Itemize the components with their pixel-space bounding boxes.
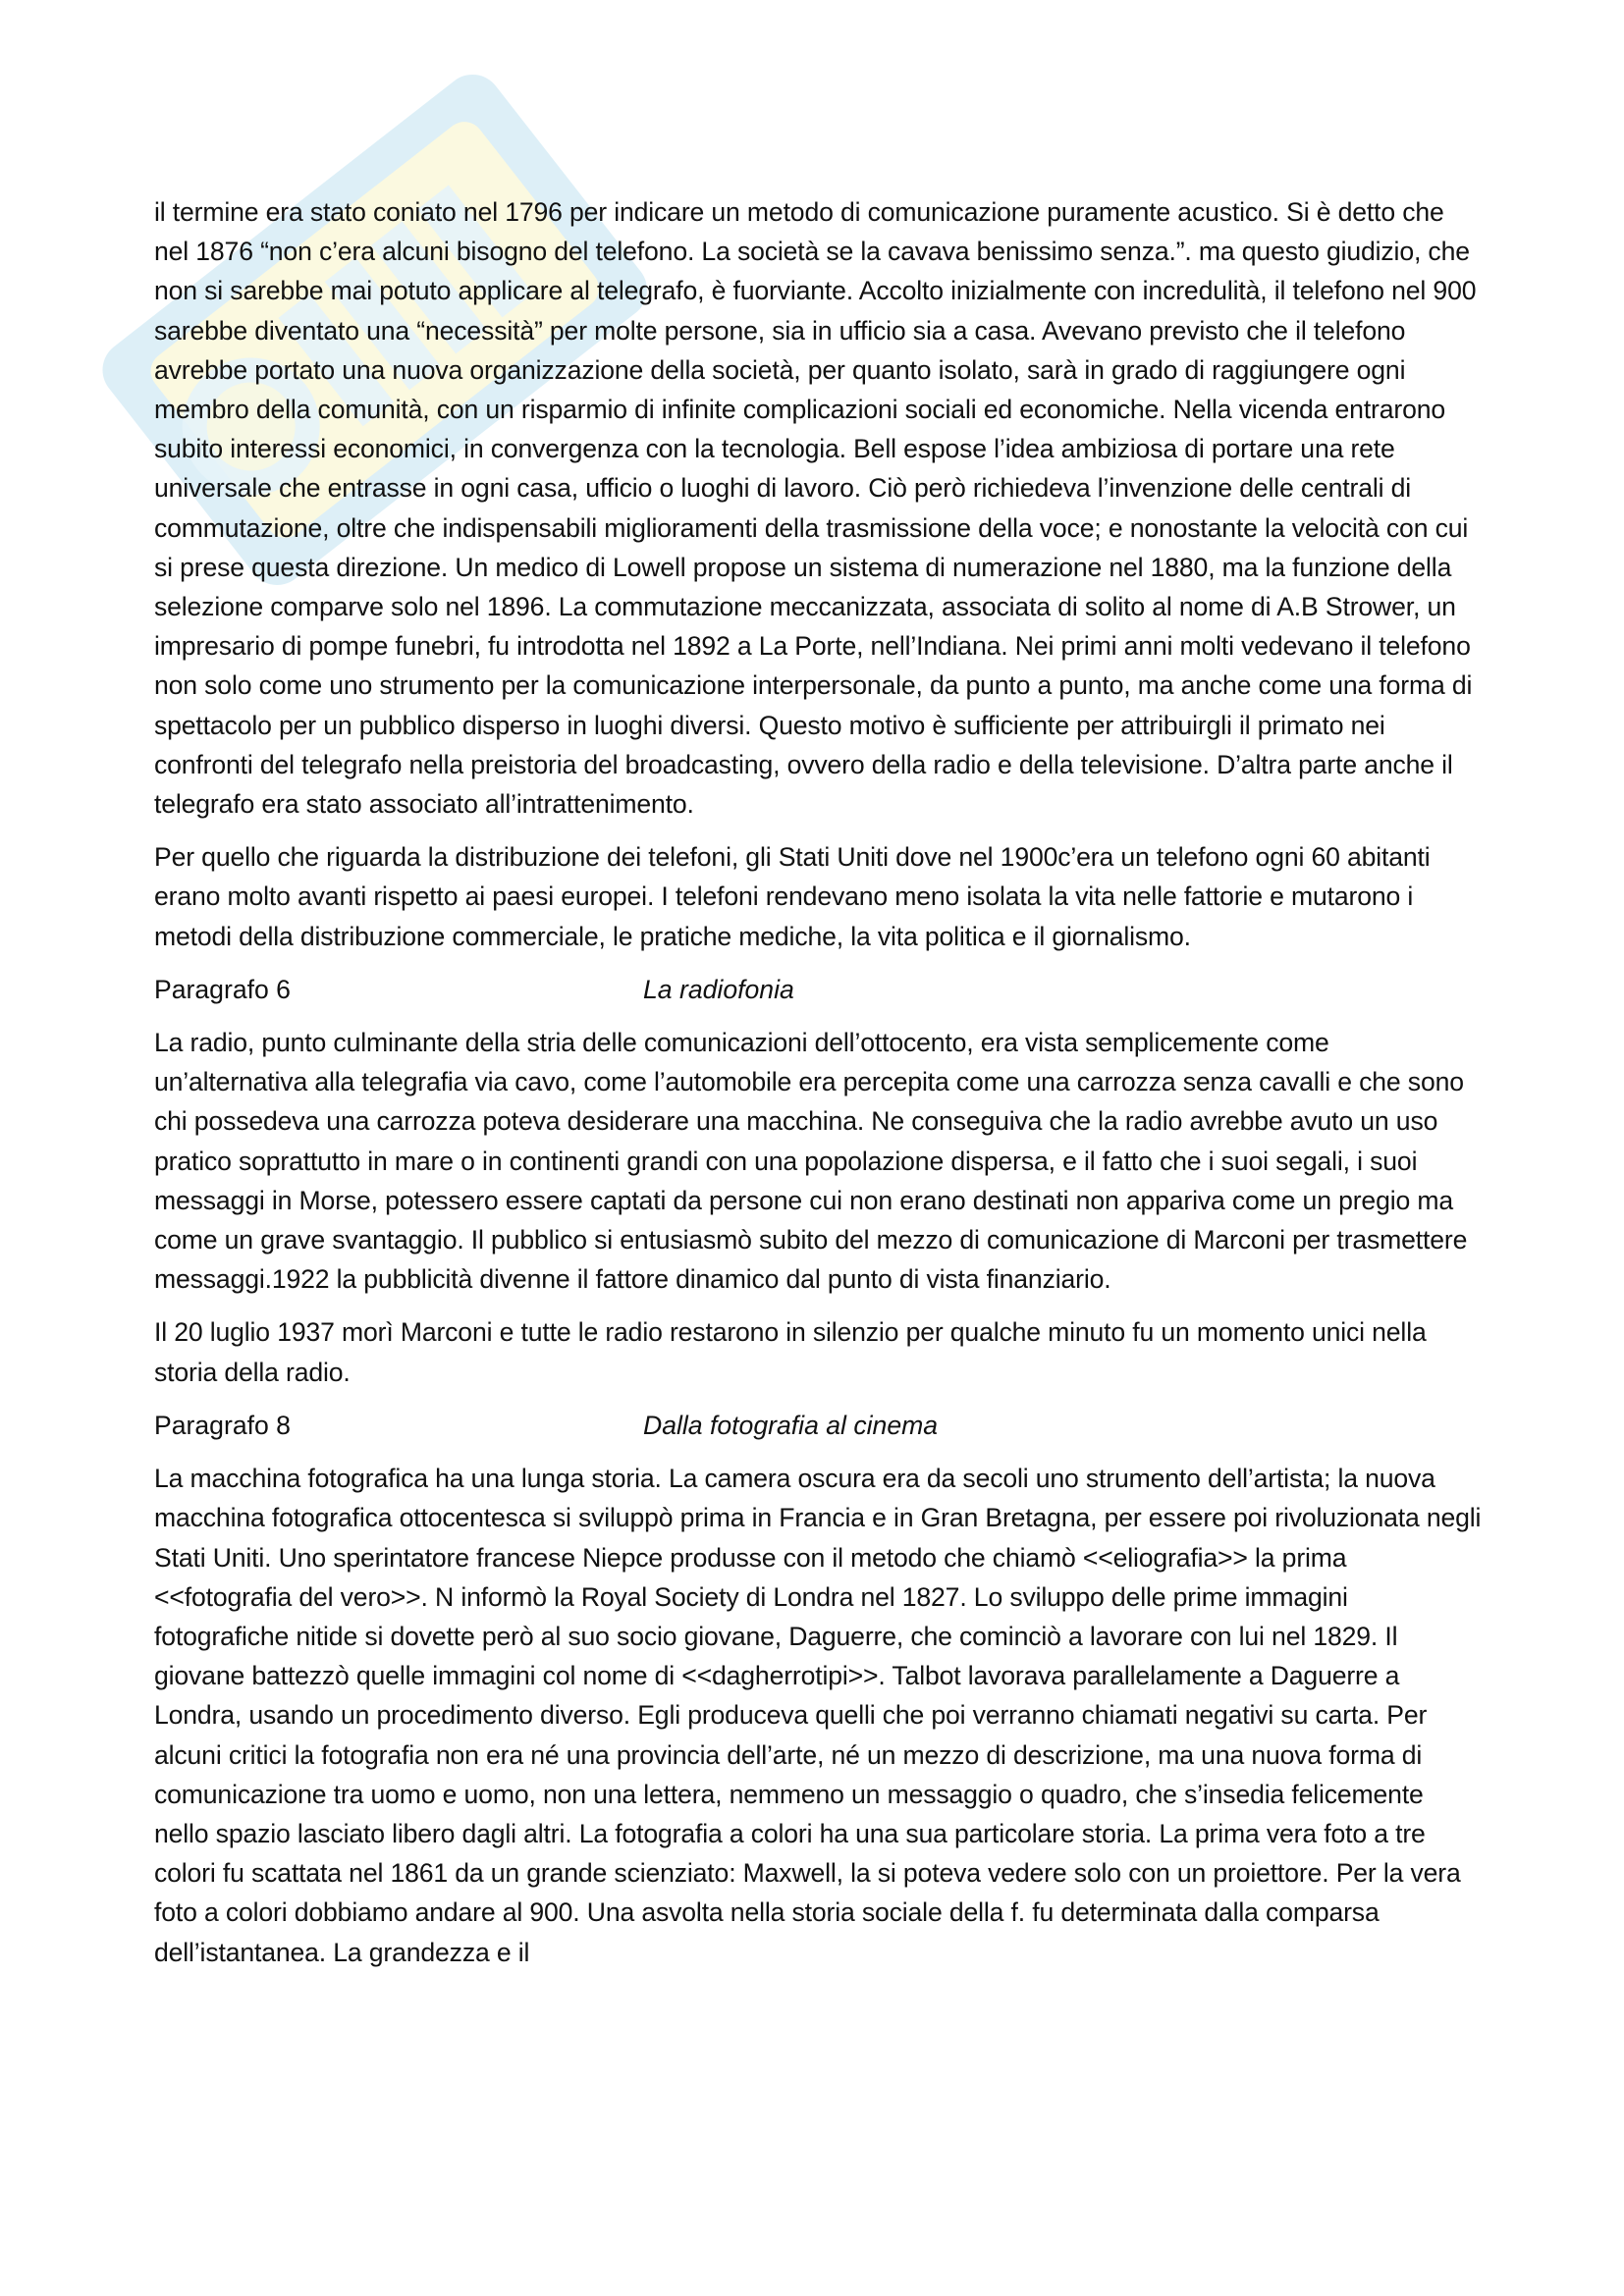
intro-paragraph-1: il termine era stato coniato nel 1796 per indicare un metodo di comunicazione puramente acustico. Si è detto che nel 1876 “non c’era alcuni bisogno del telefono. La società se la cavava benissimo senza.”. ma questo giudizio, che non si sarebbe mai potuto applicare al telegrafo, è fuorviante. Accolto inizialmente con incredulità, il telefono nel 900 sarebbe diventato una “necessità” per molte persone, sia in ufficio sia a casa. Avevano previsto che il telefono avrebbe portato una nuova organizzazione della società, per quanto isolato, sarà in grado di raggiungere ogni membro della comunità, con un risparmio di infinite complicazioni sociali ed economiche. Nella vicenda entrarono subito interessi economici, in convergenza con la tecnologia. Bell espose l’idea ambiziosa di portare una rete universale che entrasse in ogni casa, ufficio o luoghi di lavoro. Ciò però richiedeva l’invenzione delle centrali di commutazione, oltre che indispensabili miglioramenti della trasmissione della voce; e nonostante la velocità con cui si prese questa direzione. Un medico di Lowell propose un sistema di numerazione nel 1880, ma la funzione della selezione comparve solo nel 1896. La commutazione meccanizzata, associata di solito al nome di A.B Strower, un impresario di pompe funebri, fu introdotta nel 1892 a La Porte, nell’Indiana. Nei primi anni molti vedevano il telefono non solo come uno strumento per la comunicazione interpersonale, da punto a punto, ma anche come una forma di spettacolo per un pubblico disperso in luoghi diversi. Questo motivo è sufficiente per attribuirgli il primato nei confronti del telegrafo nella preistoria del broadcasting, ovvero della radio e della televisione. D’altra parte anche il telegrafo era stato associato all’intrattenimento.: [154, 197, 1477, 820]
section-8-paragraph-1: La macchina fotografica ha una lunga storia. La camera oscura era da secoli uno strumento dell’artista; la nuova macchina fotografica ottocentesca si sviluppò prima in Francia e in Gran Bretagna, per essere poi rivoluzionata negli Stati Uniti. Uno sperintatore francese Niepce produsse con il metodo che chiamò <<eliografia>> la prima <<fotografia del vero>>. N informò la Royal Society di Londra nel 1827. Lo sviluppo delle prime immagini fotografiche nitide si dovette però al suo socio giovane, Daguerre, che cominciò a lavorare con lui nel 1829. Il giovane battezzò quelle immagini col nome di <<dagherrotipi>>. Talbot lavorava parallelamente a Daguerre a Londra, usando un procedimento diverso. Egli produceva quelli che poi verranno chiamati negativi su carta. Per alcuni critici la fotografia non era né una provincia dell’arte, né un mezzo di descrizione, ma una nuova forma di comunicazione tra uomo e uomo, non una lettera, nemmeno un messaggio o quadro, che s’insedia felicemente nello spazio lasciato libero dagli altri. La fotografia a colori ha una sua particolare storia. La prima vera foto a tre colori fu scattata nel 1861 da un grande scienziato: Maxwell, la si poteva vedere solo con un proiettore. Per la vera foto a colori dobbiamo andare al 900. Una asvolta nella storia sociale della f. fu determinata dalla comparsa dell’istantanea. La grandezza e il: [154, 1464, 1482, 1967]
section-6-paragraph-1: La radio, punto culminante della stria delle comunicazioni dell’ottocento, era vista semplicemente come un’alternativa alla telegrafia via cavo, come l’automobile era percepita come una carrozza senza cavalli e che sono chi possedeva una carrozza poteva desiderare una macchina. Ne conseguiva che la radio avrebbe avuto un uso pratico soprattutto in mare o in continenti grandi con una popolazione dispersa, e il fatto che i suoi segali, i suoi messaggi in Morse, potessero essere captati da persone cui non erano destinati non appariva come un pregio ma come un grave svantaggio. Il pubblico si entusiasmò subito del mezzo di comunicazione di Marconi per trasmettere messaggi.1922 la pubblicità divenne il fattore dinamico dal punto di vista finanziario.: [154, 1028, 1468, 1295]
section-6-title: La radiofonia: [643, 974, 794, 1004]
document-page: [154, 192, 1482, 1986]
section-6-number: Paragrafo 6: [154, 974, 291, 1004]
intro-paragraph-2: Per quello che riguarda la distribuzione dei telefoni, gli Stati Uniti dove nel 1900c’era un telefono ogni 60 abitanti erano molto avanti rispetto ai paesi europei. I telefoni rendevano meno isolata la vita nelle fattorie e mutarono i metodi della distribuzione commerciale, le pratiche mediche, la vita politica e il giornalismo.: [154, 842, 1431, 951]
section-8-heading: [154, 1406, 1482, 1445]
section-8-title: Dalla fotografia al cinema: [643, 1410, 939, 1440]
section-6-paragraph-2: Il 20 luglio 1937 morì Marconi e tutte le radio restarono in silenzio per qualche minuto fu un momento unici nella storia della radio.: [154, 1317, 1427, 1387]
section-8-number: Paragrafo 8: [154, 1410, 291, 1440]
section-6-heading: [154, 970, 1482, 1009]
